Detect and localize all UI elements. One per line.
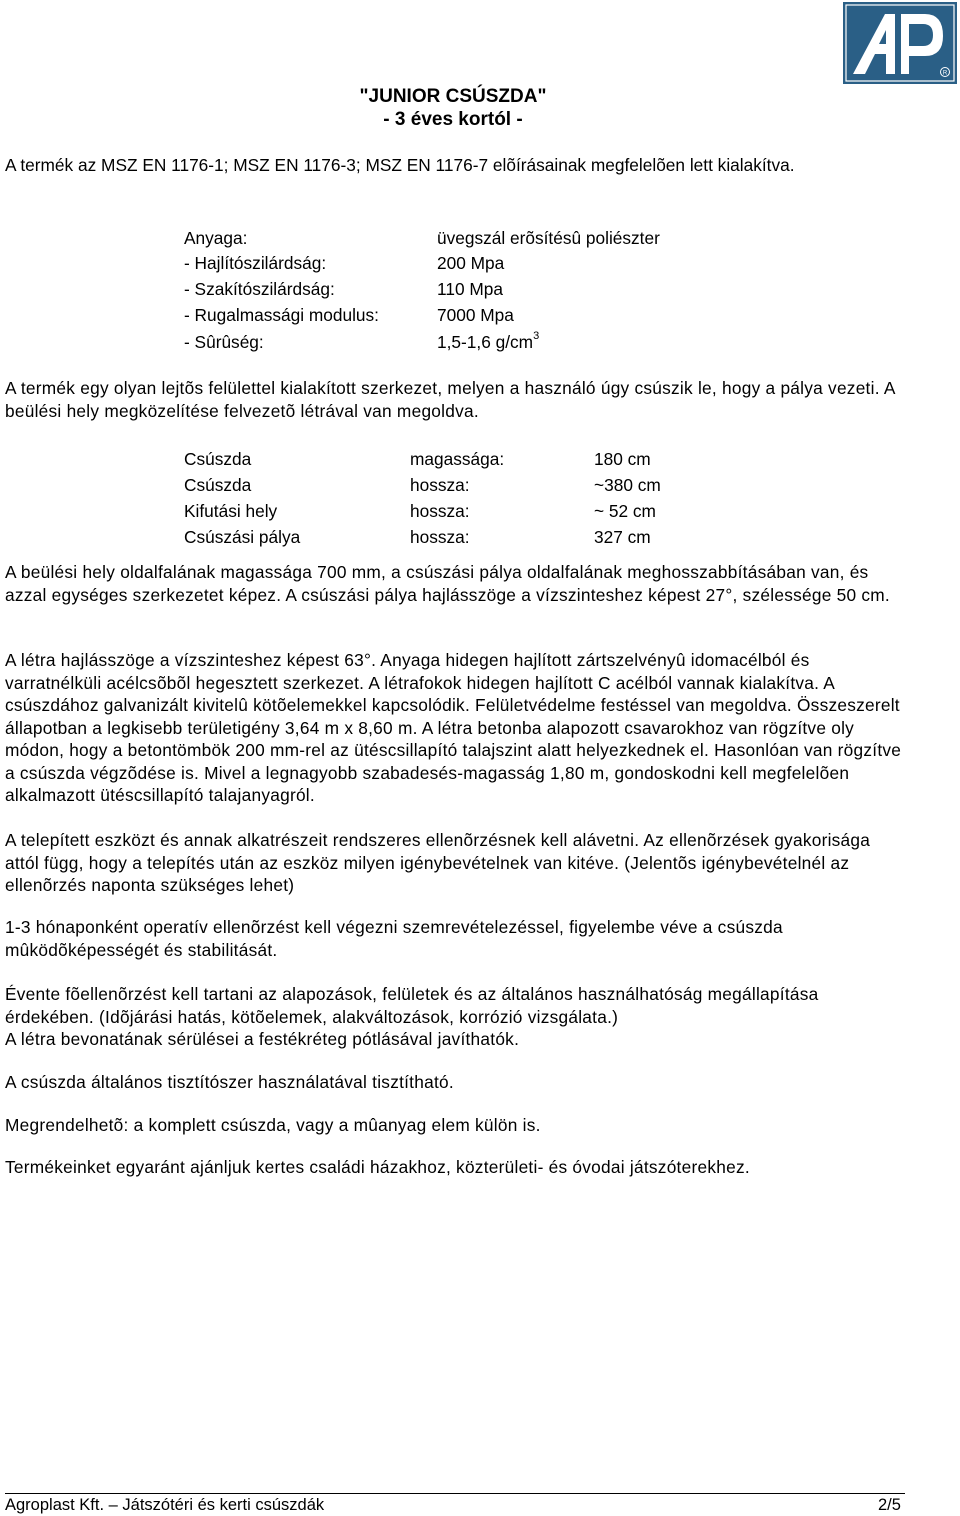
dimension-value: 180 cm (594, 449, 651, 469)
dimension-item: Kifutási hely (184, 501, 278, 521)
dimension-item: Csúszda (184, 475, 252, 495)
bending-strength-value: 200 Mpa (437, 253, 505, 273)
elastic-modulus-value: 7000 Mpa (437, 305, 514, 325)
description-paragraph: A termék egy olyan lejtõs felülettel kialakított szerkezet, melyen a használó úgy csúszik le, hogy a pálya vezeti. A beülési hely megközelítése felvezetõ létrával van megoldva. (5, 378, 895, 421)
page-title: "JUNIOR CSÚSZDA" (359, 86, 547, 107)
elastic-modulus-label: - Rugalmassági modulus: (184, 305, 379, 325)
page-subtitle: - 3 éves kortól - (383, 109, 523, 130)
dimension-property: magassága: (410, 449, 505, 469)
dimension-item: Csúszda (184, 449, 252, 469)
material-value: üvegszál erõsítésû poliészter (437, 228, 660, 248)
page-number: 2/5 (878, 1496, 901, 1514)
footer-company: Agroplast Kft. – Játszótéri és kerti csúszdák (5, 1496, 325, 1514)
dimension-value: ~ 52 cm (594, 501, 656, 521)
tensile-strength-value: 110 Mpa (437, 279, 503, 299)
dimension-item: Csúszási pálya (184, 527, 301, 547)
material-label: Anyaga: (184, 228, 248, 248)
order-paragraph: Megrendelhetõ: a komplett csúszda, vagy a mûanyag elem külön is. (5, 1115, 541, 1135)
dimension-property: hossza: (410, 527, 470, 547)
density-value: 1,5-1,6 $g/cm^3$ (437, 330, 540, 352)
dimension-value: ~380 cm (594, 475, 661, 495)
footer-divider (5, 1493, 905, 1494)
density-label: - Sûrûség: (184, 332, 264, 352)
inspection-paragraph: A telepített eszközt és annak alkatrészeit rendszeres ellenõrzésnek kell alávetni. Az ellenõrzések gyakorisága attól függ, hogy a telepítés után az eszköz milyen igénybevételnek van kitéve. (Jelentõs igénybevételnél az ellenõrzés naponta szükséges lehet) (5, 830, 871, 895)
slide-wall-paragraph: A beülési hely oldalfalának magassága 700 mm, a csúszási pálya oldalfalának meghosszabbításában van, és azzal egységes szerkezetet képez. A csúszási pálya hajlásszöge a vízszinteshez képest 27°, szélessége 50 cm. (5, 562, 890, 605)
dimension-property: hossza: (410, 501, 470, 521)
recommendation-paragraph: Termékeinket egyaránt ajánljuk kertes családi házakhoz, közterületi- és óvodai játszóterekhez. (5, 1157, 750, 1177)
svg-text:R: R (942, 70, 948, 77)
ladder-paragraph: A létra hajlásszöge a vízszinteshez képest 63°. Anyaga hidegen hajlított zártszelvényû idomacélból és varratnélküli acélcsõbõl hegesztett szerkezet. A létrafokok hidegen hajlított C acélból vannak kialakítva. A csúszdához galvanizált kivitelû kötõelemekkel kapcsolódik. Felületvédelme festéssel van megoldva. Összeszerelt állapotban a legkisebb területigény 3,64 m x 8,60 m. A létra betonba alapozott csavarokhoz van rögzítve oly módon, hogy a betontömbök 200 mm-rel az ütéscsillapító talajszint alatt helyezkednek el. Hasonlóan van rögzítve a csúszda végzõdése is. Mivel a legnagyobb szabadesés-magasság 1,80 m, gondoskodni kell megfelelõen alkalmazott ütéscsillapító talajanyagról. (5, 650, 902, 805)
dimension-property: hossza: (410, 475, 470, 495)
operational-check-paragraph: 1-3 hónaponként operatív ellenõrzést kell végezni szemrevételezéssel, figyelembe véve a csúszda mûködõképességét és stabilitását. (5, 917, 783, 960)
intro-paragraph: A termék az MSZ EN 1176-1; MSZ EN 1176-3; MSZ EN 1176-7 elõírásainak megfelelõen lett kialakítva. (5, 155, 795, 175)
agroplast-logo (843, 2, 957, 84)
coating-repair-paragraph: A létra bevonatának sérülései a festékréteg pótlásával javíthatók. (5, 1029, 520, 1049)
bending-strength-label: - Hajlítószilárdság: (184, 253, 327, 273)
dimension-value: 327 cm (594, 527, 651, 547)
annual-check-paragraph: Évente fõellenõrzést kell tartani az alapozások, felületek és az általános használhatóság megállapítása érdekében. (Idõjárási hatás, kötõelemek, alakváltozások, korrózió vizsgálata.) (5, 984, 819, 1027)
cleaning-paragraph: A csúszda általános tisztítószer használatával tisztítható. (5, 1072, 454, 1092)
tensile-strength-label: - Szakítószilárdság: (184, 279, 335, 299)
